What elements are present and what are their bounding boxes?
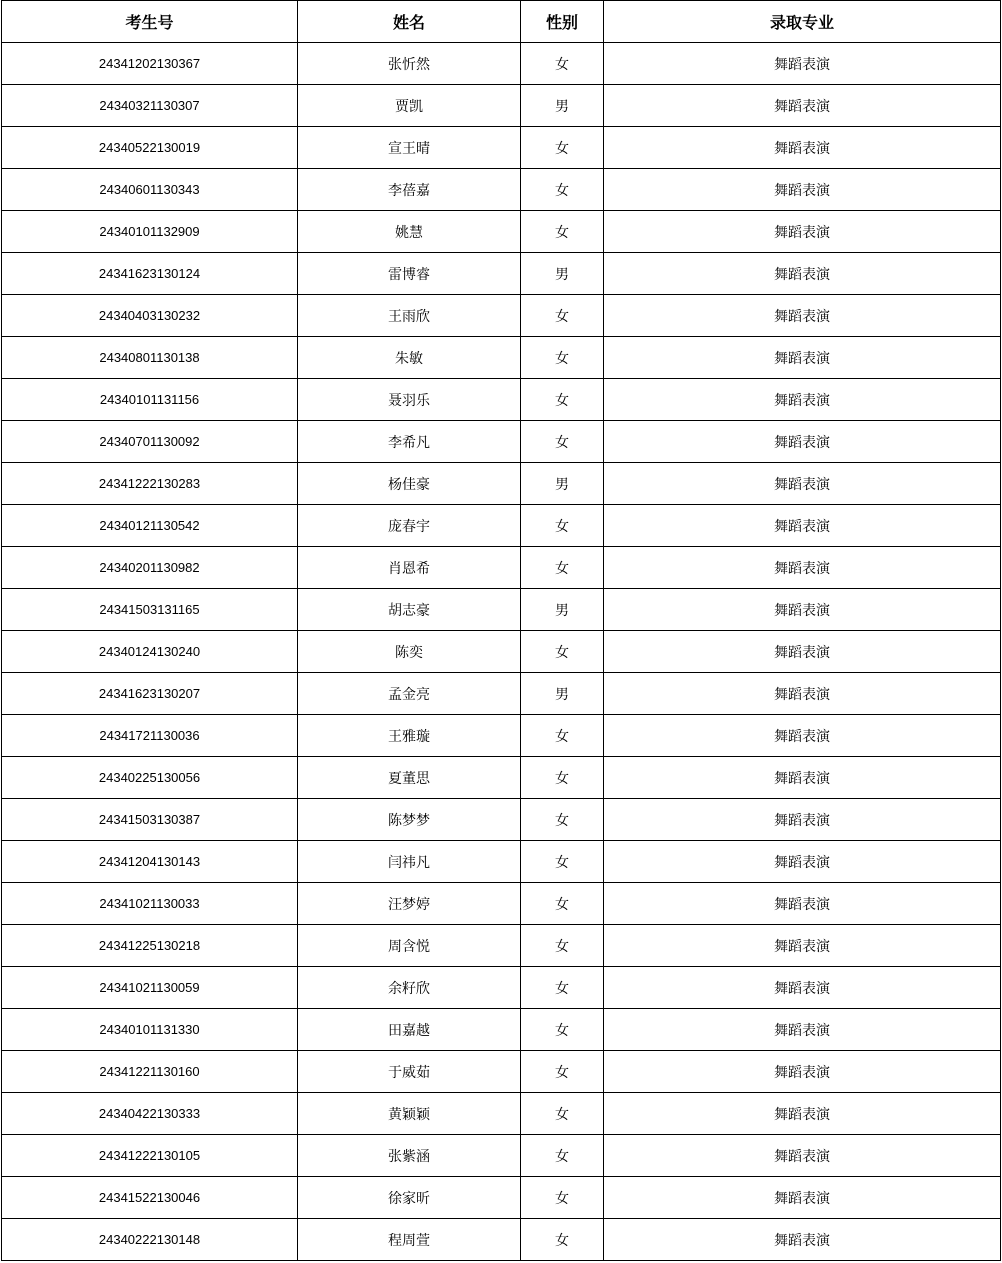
major-cell: 舞蹈表演 (604, 379, 1001, 421)
table-row (2, 841, 1001, 883)
gender-cell: 男 (521, 589, 604, 631)
exam-id-cell: 24341021130059 (2, 967, 298, 1009)
table-row (2, 1009, 1001, 1051)
table-row (2, 673, 1001, 715)
major-cell: 舞蹈表演 (604, 421, 1001, 463)
gender-cell: 男 (521, 673, 604, 715)
table-row (2, 883, 1001, 925)
name-cell: 孟金亮 (298, 673, 521, 715)
table-row (2, 169, 1001, 211)
gender-cell: 女 (521, 1051, 604, 1093)
table-row (2, 589, 1001, 631)
major-cell: 舞蹈表演 (604, 169, 1001, 211)
table-row (2, 1051, 1001, 1093)
major-cell: 舞蹈表演 (604, 883, 1001, 925)
table-row (2, 1093, 1001, 1135)
name-cell: 朱敏 (298, 337, 521, 379)
name-cell: 夏董思 (298, 757, 521, 799)
major-cell: 舞蹈表演 (604, 715, 1001, 757)
table-row (2, 547, 1001, 589)
name-cell: 周含悦 (298, 925, 521, 967)
major-cell: 舞蹈表演 (604, 967, 1001, 1009)
table-row (2, 715, 1001, 757)
major-cell: 舞蹈表演 (604, 337, 1001, 379)
exam-id-cell: 24340225130056 (2, 757, 298, 799)
name-cell: 聂羽乐 (298, 379, 521, 421)
exam-id-cell: 24341503131165 (2, 589, 298, 631)
gender-cell: 女 (521, 883, 604, 925)
gender-cell: 女 (521, 211, 604, 253)
name-cell: 闫祎凡 (298, 841, 521, 883)
exam-id-cell: 24341721130036 (2, 715, 298, 757)
exam-id-cell: 24340101131330 (2, 1009, 298, 1051)
major-cell: 舞蹈表演 (604, 1135, 1001, 1177)
major-cell: 舞蹈表演 (604, 85, 1001, 127)
exam-id-cell: 24340101132909 (2, 211, 298, 253)
exam-id-cell: 24340403130232 (2, 295, 298, 337)
header-name: 姓名 (298, 1, 521, 43)
name-cell: 程周萱 (298, 1219, 521, 1261)
gender-cell: 女 (521, 967, 604, 1009)
major-cell: 舞蹈表演 (604, 253, 1001, 295)
name-cell: 张紫涵 (298, 1135, 521, 1177)
exam-id-cell: 24341623130124 (2, 253, 298, 295)
name-cell: 王雨欣 (298, 295, 521, 337)
gender-cell: 女 (521, 337, 604, 379)
table-row (2, 631, 1001, 673)
table-row (2, 421, 1001, 463)
table-row (2, 1219, 1001, 1261)
exam-id-cell: 24340701130092 (2, 421, 298, 463)
major-cell: 舞蹈表演 (604, 463, 1001, 505)
exam-id-cell: 24340601130343 (2, 169, 298, 211)
gender-cell: 男 (521, 463, 604, 505)
name-cell: 陈梦梦 (298, 799, 521, 841)
major-cell: 舞蹈表演 (604, 631, 1001, 673)
exam-id-cell: 24341222130105 (2, 1135, 298, 1177)
name-cell: 雷博睿 (298, 253, 521, 295)
gender-cell: 女 (521, 1135, 604, 1177)
gender-cell: 女 (521, 505, 604, 547)
major-cell: 舞蹈表演 (604, 673, 1001, 715)
gender-cell: 女 (521, 1009, 604, 1051)
gender-cell: 女 (521, 925, 604, 967)
gender-cell: 女 (521, 421, 604, 463)
name-cell: 于威茹 (298, 1051, 521, 1093)
name-cell: 陈奕 (298, 631, 521, 673)
table-row (2, 43, 1001, 85)
name-cell: 李希凡 (298, 421, 521, 463)
exam-id-cell: 24341522130046 (2, 1177, 298, 1219)
major-cell: 舞蹈表演 (604, 505, 1001, 547)
exam-id-cell: 24341202130367 (2, 43, 298, 85)
gender-cell: 女 (521, 547, 604, 589)
table-row (2, 85, 1001, 127)
name-cell: 贾凯 (298, 85, 521, 127)
major-cell: 舞蹈表演 (604, 1219, 1001, 1261)
major-cell: 舞蹈表演 (604, 925, 1001, 967)
table-row (2, 799, 1001, 841)
major-cell: 舞蹈表演 (604, 211, 1001, 253)
table-row (2, 253, 1001, 295)
major-cell: 舞蹈表演 (604, 547, 1001, 589)
table-row (2, 379, 1001, 421)
gender-cell: 女 (521, 1219, 604, 1261)
major-cell: 舞蹈表演 (604, 1177, 1001, 1219)
name-cell: 田嘉越 (298, 1009, 521, 1051)
name-cell: 张忻然 (298, 43, 521, 85)
exam-id-cell: 24340124130240 (2, 631, 298, 673)
gender-cell: 女 (521, 1093, 604, 1135)
exam-id-cell: 24341503130387 (2, 799, 298, 841)
exam-id-cell: 24340121130542 (2, 505, 298, 547)
exam-id-cell: 24340222130148 (2, 1219, 298, 1261)
major-cell: 舞蹈表演 (604, 295, 1001, 337)
gender-cell: 女 (521, 631, 604, 673)
table-row (2, 211, 1001, 253)
name-cell: 胡志豪 (298, 589, 521, 631)
exam-id-cell: 24340201130982 (2, 547, 298, 589)
gender-cell: 男 (521, 253, 604, 295)
gender-cell: 女 (521, 841, 604, 883)
name-cell: 庞春宇 (298, 505, 521, 547)
table-row (2, 295, 1001, 337)
name-cell: 杨佳豪 (298, 463, 521, 505)
name-cell: 李蓓嘉 (298, 169, 521, 211)
exam-id-cell: 24341021130033 (2, 883, 298, 925)
name-cell: 汪梦婷 (298, 883, 521, 925)
exam-id-cell: 24341221130160 (2, 1051, 298, 1093)
major-cell: 舞蹈表演 (604, 757, 1001, 799)
name-cell: 王雅璇 (298, 715, 521, 757)
name-cell: 徐家昕 (298, 1177, 521, 1219)
header-major: 录取专业 (604, 1, 1001, 43)
gender-cell: 女 (521, 757, 604, 799)
name-cell: 姚慧 (298, 211, 521, 253)
name-cell: 黄颖颖 (298, 1093, 521, 1135)
exam-id-cell: 24341623130207 (2, 673, 298, 715)
gender-cell: 女 (521, 127, 604, 169)
header-row (2, 1, 1001, 43)
table-row (2, 925, 1001, 967)
major-cell: 舞蹈表演 (604, 841, 1001, 883)
name-cell: 肖恩希 (298, 547, 521, 589)
gender-cell: 女 (521, 169, 604, 211)
gender-cell: 女 (521, 715, 604, 757)
table-row (2, 967, 1001, 1009)
admission-table (1, 0, 1001, 1261)
gender-cell: 男 (521, 85, 604, 127)
table-row (2, 757, 1001, 799)
exam-id-cell: 24341204130143 (2, 841, 298, 883)
table-row (2, 337, 1001, 379)
major-cell: 舞蹈表演 (604, 43, 1001, 85)
major-cell: 舞蹈表演 (604, 799, 1001, 841)
exam-id-cell: 24341222130283 (2, 463, 298, 505)
major-cell: 舞蹈表演 (604, 1051, 1001, 1093)
table-row (2, 1177, 1001, 1219)
exam-id-cell: 24341225130218 (2, 925, 298, 967)
gender-cell: 女 (521, 295, 604, 337)
header-gender: 性别 (521, 1, 604, 43)
gender-cell: 女 (521, 1177, 604, 1219)
gender-cell: 女 (521, 379, 604, 421)
major-cell: 舞蹈表演 (604, 589, 1001, 631)
table-row (2, 505, 1001, 547)
header-exam-id: 考生号 (2, 1, 298, 43)
table-row (2, 127, 1001, 169)
exam-id-cell: 24340321130307 (2, 85, 298, 127)
gender-cell: 女 (521, 43, 604, 85)
major-cell: 舞蹈表演 (604, 1093, 1001, 1135)
gender-cell: 女 (521, 799, 604, 841)
exam-id-cell: 24340101131156 (2, 379, 298, 421)
table-row (2, 1135, 1001, 1177)
exam-id-cell: 24340422130333 (2, 1093, 298, 1135)
exam-id-cell: 24340801130138 (2, 337, 298, 379)
table-row (2, 463, 1001, 505)
name-cell: 余籽欣 (298, 967, 521, 1009)
exam-id-cell: 24340522130019 (2, 127, 298, 169)
major-cell: 舞蹈表演 (604, 127, 1001, 169)
major-cell: 舞蹈表演 (604, 1009, 1001, 1051)
name-cell: 宣王晴 (298, 127, 521, 169)
table-body (2, 43, 1001, 1261)
